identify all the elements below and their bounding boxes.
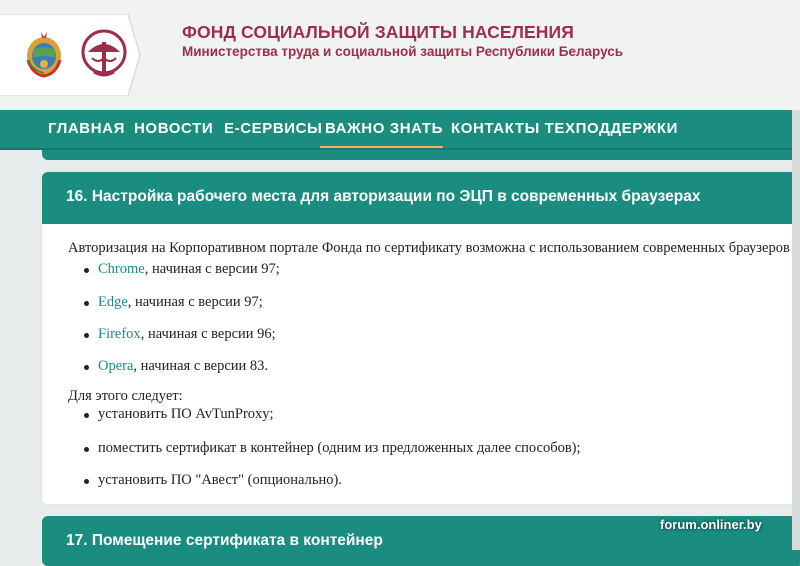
- edge-link[interactable]: Edge: [98, 294, 128, 310]
- nav-item-support-contacts[interactable]: КОНТАКТЫ ТЕХПОДДЕРЖКИ: [451, 120, 678, 137]
- list-item-text: , начиная с версии 97;: [127, 294, 263, 310]
- nav-item-news[interactable]: НОВОСТИ: [134, 120, 214, 137]
- bullet: [84, 333, 89, 338]
- nav-item-e-services[interactable]: Е-СЕРВИСЫ: [224, 120, 323, 137]
- main-nav: [0, 110, 800, 150]
- step-item: установить ПО "Авест" (опционально).: [98, 472, 342, 488]
- previous-section-card[interactable]: [42, 150, 800, 160]
- section-16-title[interactable]: 16. Настройка рабочего места для авторизации по ЭЦП в современных браузерах: [66, 188, 701, 205]
- nav-item-home[interactable]: ГЛАВНАЯ: [48, 120, 125, 137]
- list-item: [98, 326, 276, 343]
- list-item-text: , начиная с версии 83.: [133, 358, 269, 374]
- list-item: [98, 261, 280, 278]
- steps-intro: Для этого следует:: [68, 388, 183, 404]
- bullet: [84, 365, 89, 370]
- section-17-title[interactable]: 17. Помещение сертификата в контейнер: [66, 532, 383, 549]
- org-title[interactable]: ФОНД СОЦИАЛЬНОЙ ЗАЩИТЫ НАСЕЛЕНИЯ: [182, 22, 574, 42]
- list-item: [98, 358, 268, 375]
- fund-logo-icon[interactable]: [76, 28, 132, 80]
- firefox-link[interactable]: Firefox: [98, 326, 141, 342]
- bullet: [84, 447, 89, 452]
- bullet: [84, 268, 89, 273]
- page-scrollbar[interactable]: [792, 110, 800, 550]
- belarus-emblem-icon[interactable]: [24, 30, 64, 78]
- org-subtitle: Министерства труда и социальной защиты Республики Беларусь: [182, 44, 624, 59]
- bullet: [84, 479, 89, 484]
- watermark-text: forum.onliner.by: [660, 517, 762, 532]
- list-item-text: , начиная с версии 97;: [144, 261, 280, 277]
- list-item-text: , начиная с версии 96;: [140, 326, 276, 342]
- intro-text: Авторизация на Корпоративном портале Фонда по сертификату возможна с использованием современных браузеров: [68, 240, 790, 256]
- section-16-header[interactable]: [42, 172, 800, 224]
- list-item: [98, 294, 263, 311]
- step-item: установить ПО AvTunProxy;: [98, 406, 274, 422]
- bullet: [84, 413, 89, 418]
- nav-item-important[interactable]: ВАЖНО ЗНАТЬ: [325, 120, 444, 137]
- step-item: поместить сертификат в контейнер (одним из предложенных далее способов);: [98, 440, 581, 456]
- bullet: [84, 301, 89, 306]
- opera-link[interactable]: Opera: [98, 358, 134, 374]
- chrome-link[interactable]: Chrome: [98, 261, 145, 277]
- section-16-card: [42, 172, 800, 504]
- site-header: [0, 0, 800, 110]
